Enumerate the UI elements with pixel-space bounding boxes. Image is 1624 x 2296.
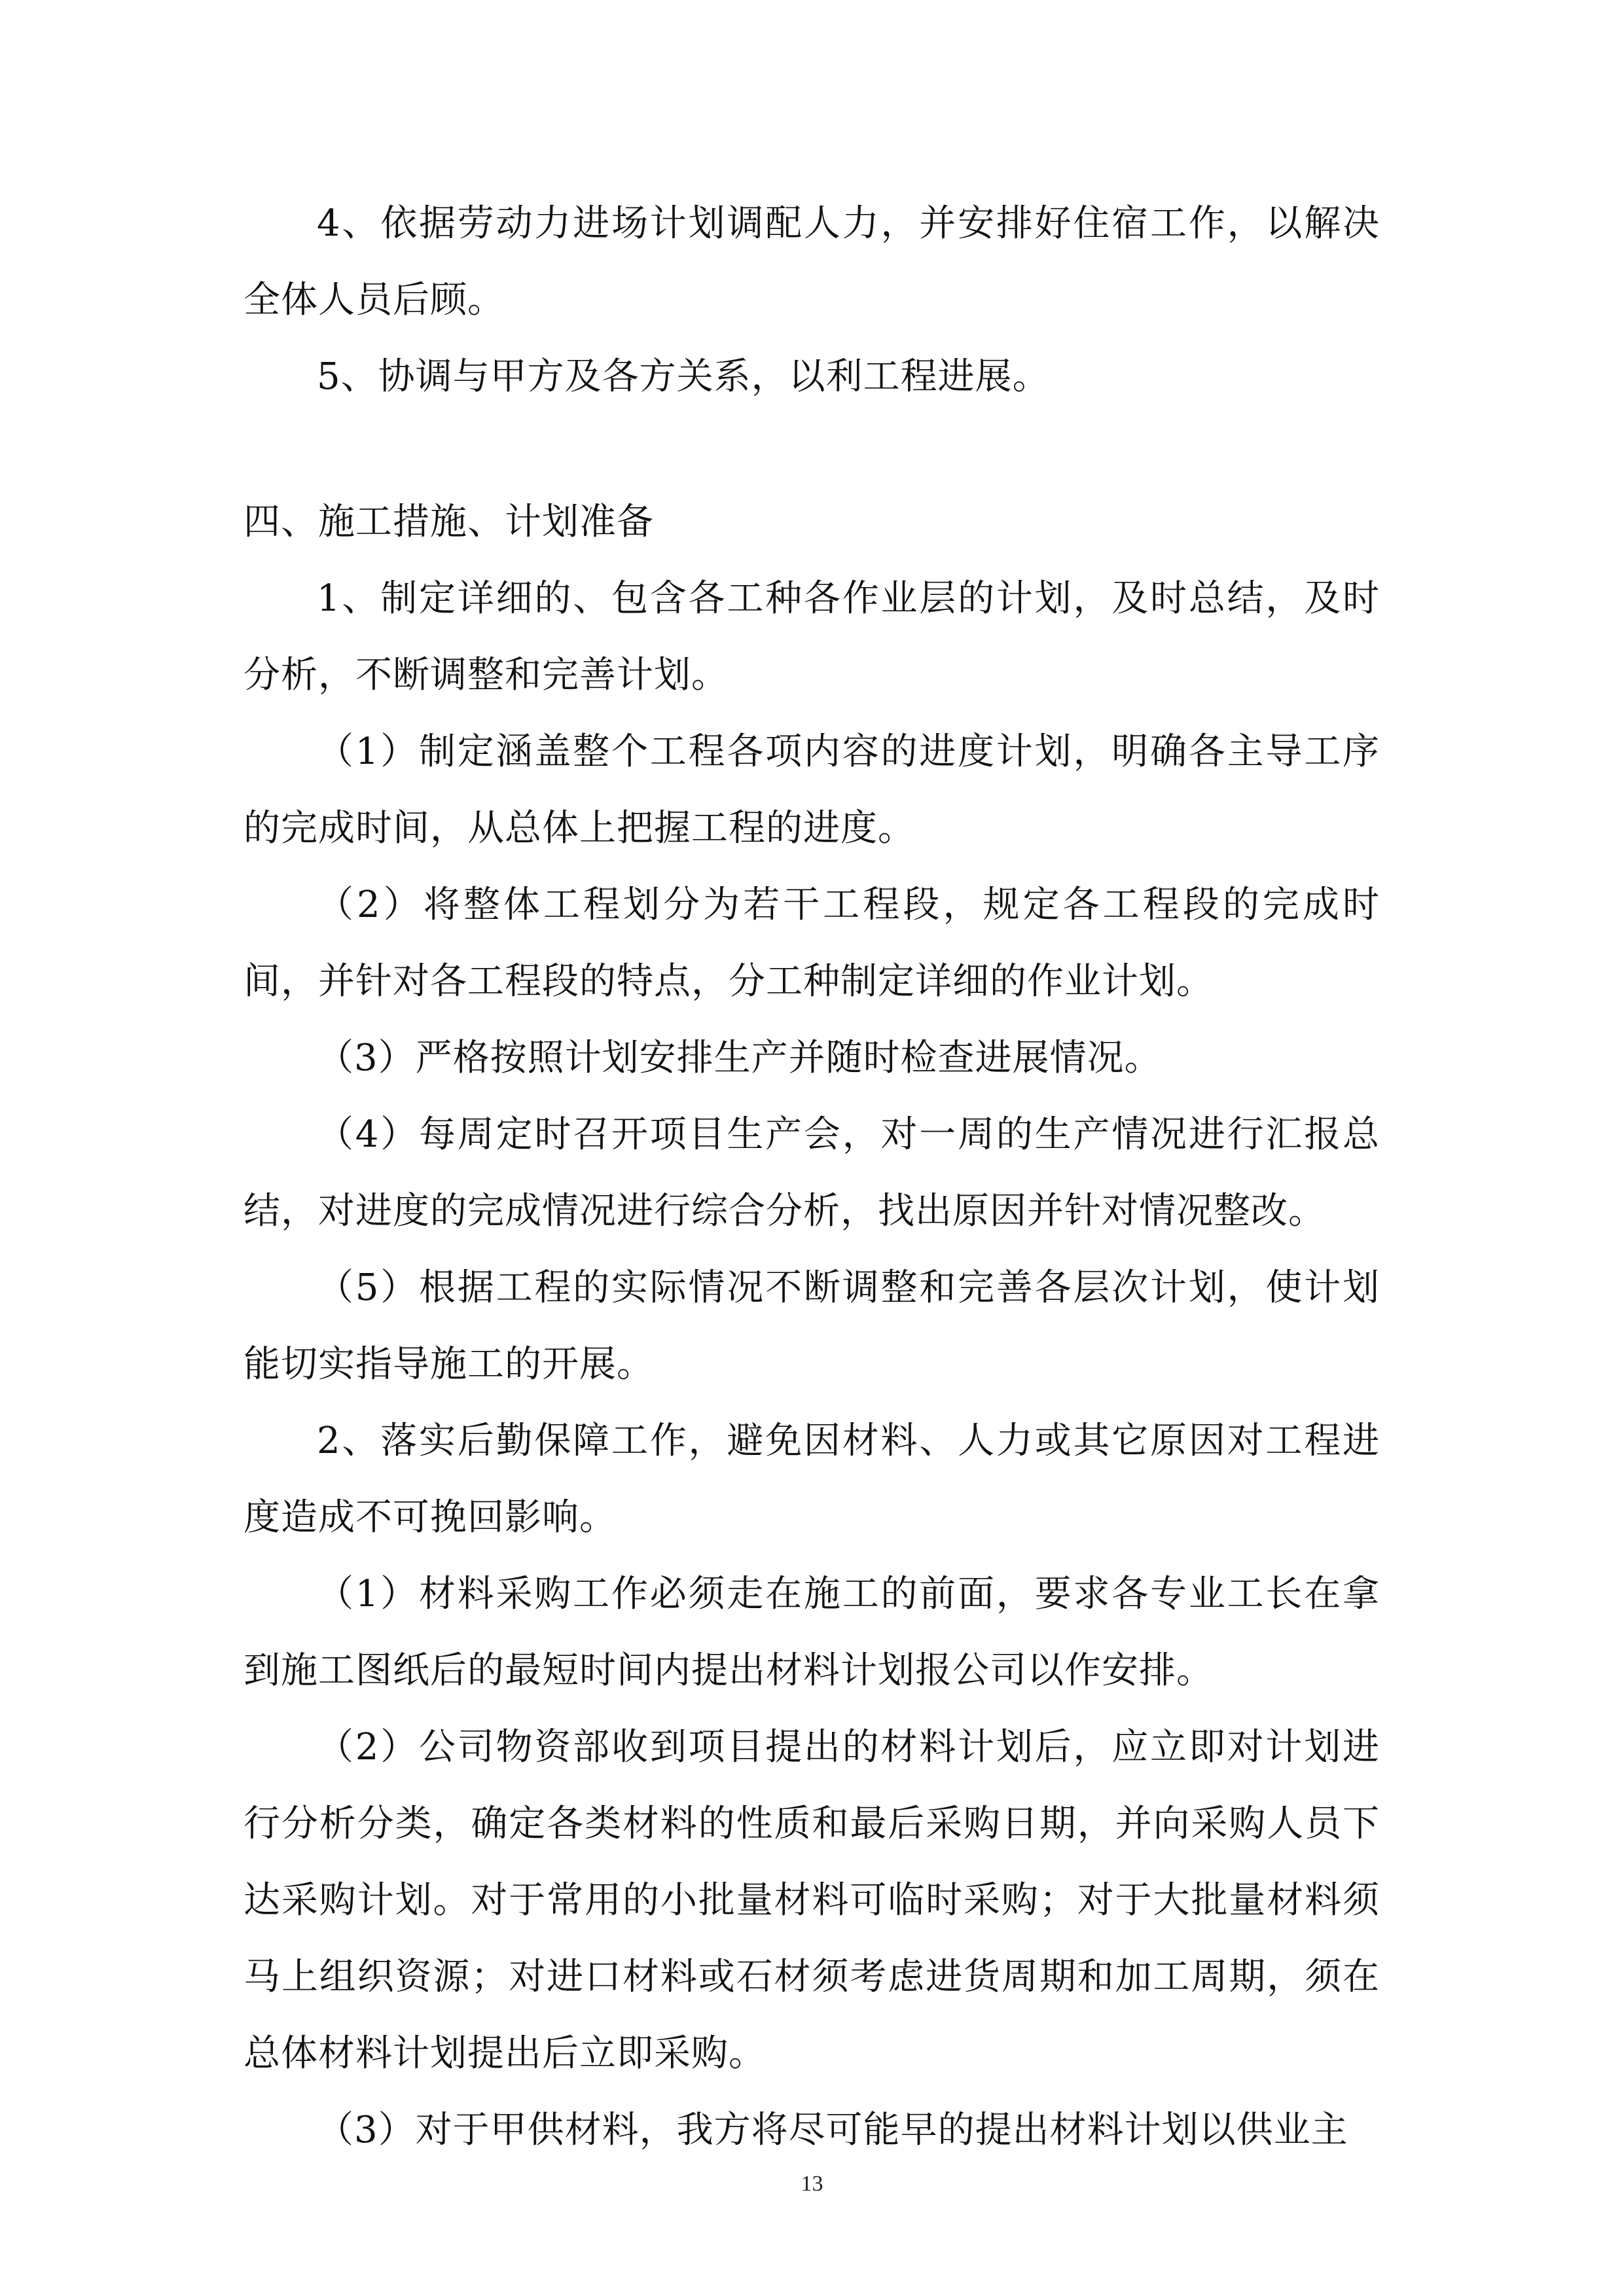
document-body	[244, 185, 1380, 2168]
paragraph-1-1: （1）制定涵盖整个工程各项内容的进度计划，明确各主导工序的完成时间，从总体上把握工程的进度。	[244, 730, 1380, 850]
paragraph-subsection-1: 1、制定详细的、包含各工种各作业层的计划，及时总结，及时分析，不断调整和完善计划。	[244, 577, 1380, 696]
paragraph-2-2: （2）公司物资部收到项目提出的材料计划后，应立即对计划进行分析分类，确定各类材料的性质和最后采购日期，并向采购人员下达采购计划。对于常用的小批量材料可临时采购；对于大批量材料须马上组织资源；对进口材料或石材须考虑进货周期和加工周期，须在总体材料计划提出后立即采购。	[244, 1726, 1380, 2075]
paragraph-2-3: （3）对于甲供材料，我方将尽可能早的提出材料计划以供业主	[317, 2109, 1348, 2151]
paragraph-1-4: （4）每周定时召开项目生产会，对一周的生产情况进行汇报总结，对进度的完成情况进行综合分析，找出原因并针对情况整改。	[244, 1113, 1380, 1232]
paragraph-1-2: （2）将整体工程划分为若干工程段，规定各工程段的完成时间，并针对各工程段的特点，分工种制定详细的作业计划。	[244, 884, 1380, 1003]
paragraph-subsection-2: 2、落实后勤保障工作，避免因材料、人力或其它原因对工程进度造成不可挽回影响。	[244, 1420, 1380, 1539]
paragraph-2-1: （1）材料采购工作必须走在施工的前面，要求各专业工长在拿到施工图纸后的最短时间内提出材料计划报公司以作安排。	[244, 1573, 1380, 1692]
paragraph-1-3: （3）严格按照计划安排生产并随时检查进展情况。	[317, 1037, 1162, 1079]
section-heading-four: 四、施工措施、计划准备	[244, 501, 654, 543]
page-number: 13	[801, 2172, 823, 2196]
paragraph-item-4: 4、依据劳动力进场计划调配人力，并安排好住宿工作，以解决全体人员后顾。	[244, 202, 1380, 321]
paragraph-1-5: （5）根据工程的实际情况不断调整和完善各层次计划，使计划能切实指导施工的开展。	[244, 1266, 1380, 1386]
paragraph-item-5: 5、协调与甲方及各方关系，以利工程进展。	[317, 355, 1050, 398]
